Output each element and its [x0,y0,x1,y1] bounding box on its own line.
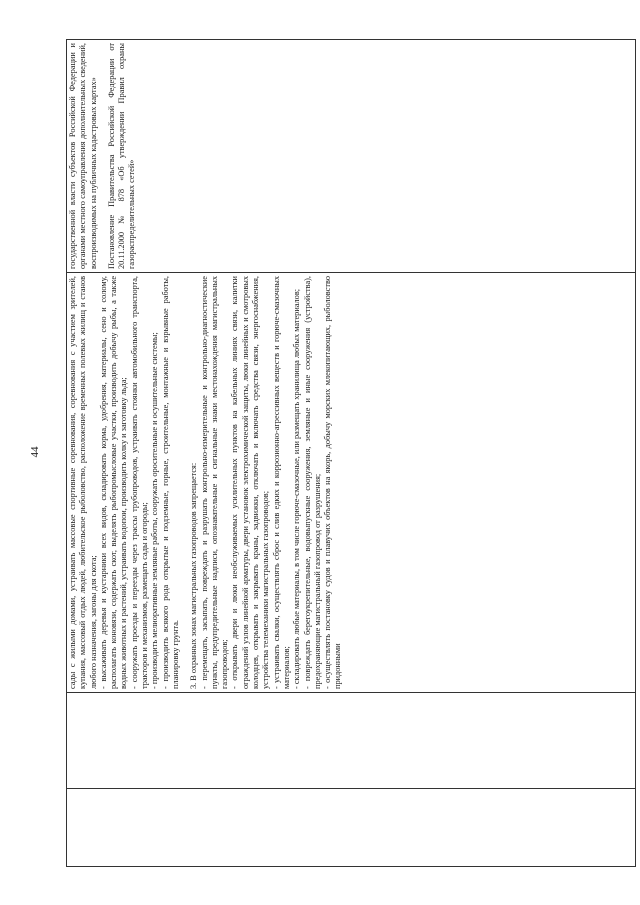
table-column-number [67,788,635,866]
restrictions-text [68,276,344,689]
gas-item: - повреждать берегоукрепительные, водовыпускные сооружения, земляные и иные сооружения (устройства), предохраняющие магистральный газопровод от разрушения; [302,276,322,689]
activity-item: - сооружать проезды и переезды через трассы трубопроводов, устраивать стоянки автомобильного транспорта, тракторов и механизмов, размещать сады и огороды; [129,276,150,689]
page-number: 44 [29,446,41,458]
activity-item: - производить всякого рода открытые и подземные, горные, строительные, монтажные и взрывные работы, планировку грунта. [160,276,180,689]
gas-item: - устраивать свалки, осуществлять сброс и слив едких и коррозионно-агрессивных веществ и горюче-смазочных материалов; [271,276,291,689]
gas-item: - осуществлять постановку судов и плавучих объектов на якорь, добычу морских млекопитающих, рыболовство придонными [323,276,343,689]
table-column-sources [67,40,635,272]
sources-text [68,43,138,269]
source-entry: Постановление Правительства Российской Федерации от 20.11.2000 № 878 «Об утверждении Правил охраны газораспределительных сетей» [106,43,137,269]
gas-item: - складировать любые материалы, в том числе горюче-смазочные, или размещать хранилища любых материалов; [292,288,302,689]
gas-item: - перемещать, засыпать, повреждать и разрушать контрольно-измерительные и контрольно-диагностические пункты, предупредительные надписи, опознавательные и сигнальные знаки местонахождения магистральных газопроводов; [199,276,230,689]
activity-item: - производить мелиоративные земляные работы, сооружать оросительные и осушительные системы; [150,332,160,689]
table-column-restrictions [67,272,635,692]
activity-item: - высаживать деревья и кустарники всех видов, складировать корма, удобрения, материалы, сено и солому, располагать коновязи, содержать скот, выделять рыбопромысловые участки, производить добычу рыбы, а также водных животных и растений, устраивать водопои, производить колку и заготовку льда; [98,276,129,689]
restrictions-table [66,39,636,867]
table-column-zone [67,692,635,788]
gas-section-heading: 3. В охранных зонах магистральных газопроводов запрещается: [189,462,199,689]
activity-item: сады с жилыми домами, устраивать массовые спортивные соревнования, соревнования с участием зрителей, купания, массовый отдых людей, любительское рыболовство, расположение временных полевых жилищ и станов любого назначения, загоны для скота; [68,276,98,689]
source-entry: государственной власти субъектов Российской Федерации и органами местного самоуправления дополнительных сведений, воспроизводимых на публичных кадастровых картах» [68,43,98,269]
rotated-table-area [66,39,636,867]
gas-item: - открывать двери и люки необслуживаемых усилительных пунктов на кабельных линиях связи, калитки ограждений узлов линейной арматуры, двери установок электрохимической защиты, люки линейных и смотровых колодцев, открывать и закрывать краны, задвижки, отключать и включать средства связи, энергоснабжения, устройства телемеханики магистральных газопроводов; [230,276,271,689]
